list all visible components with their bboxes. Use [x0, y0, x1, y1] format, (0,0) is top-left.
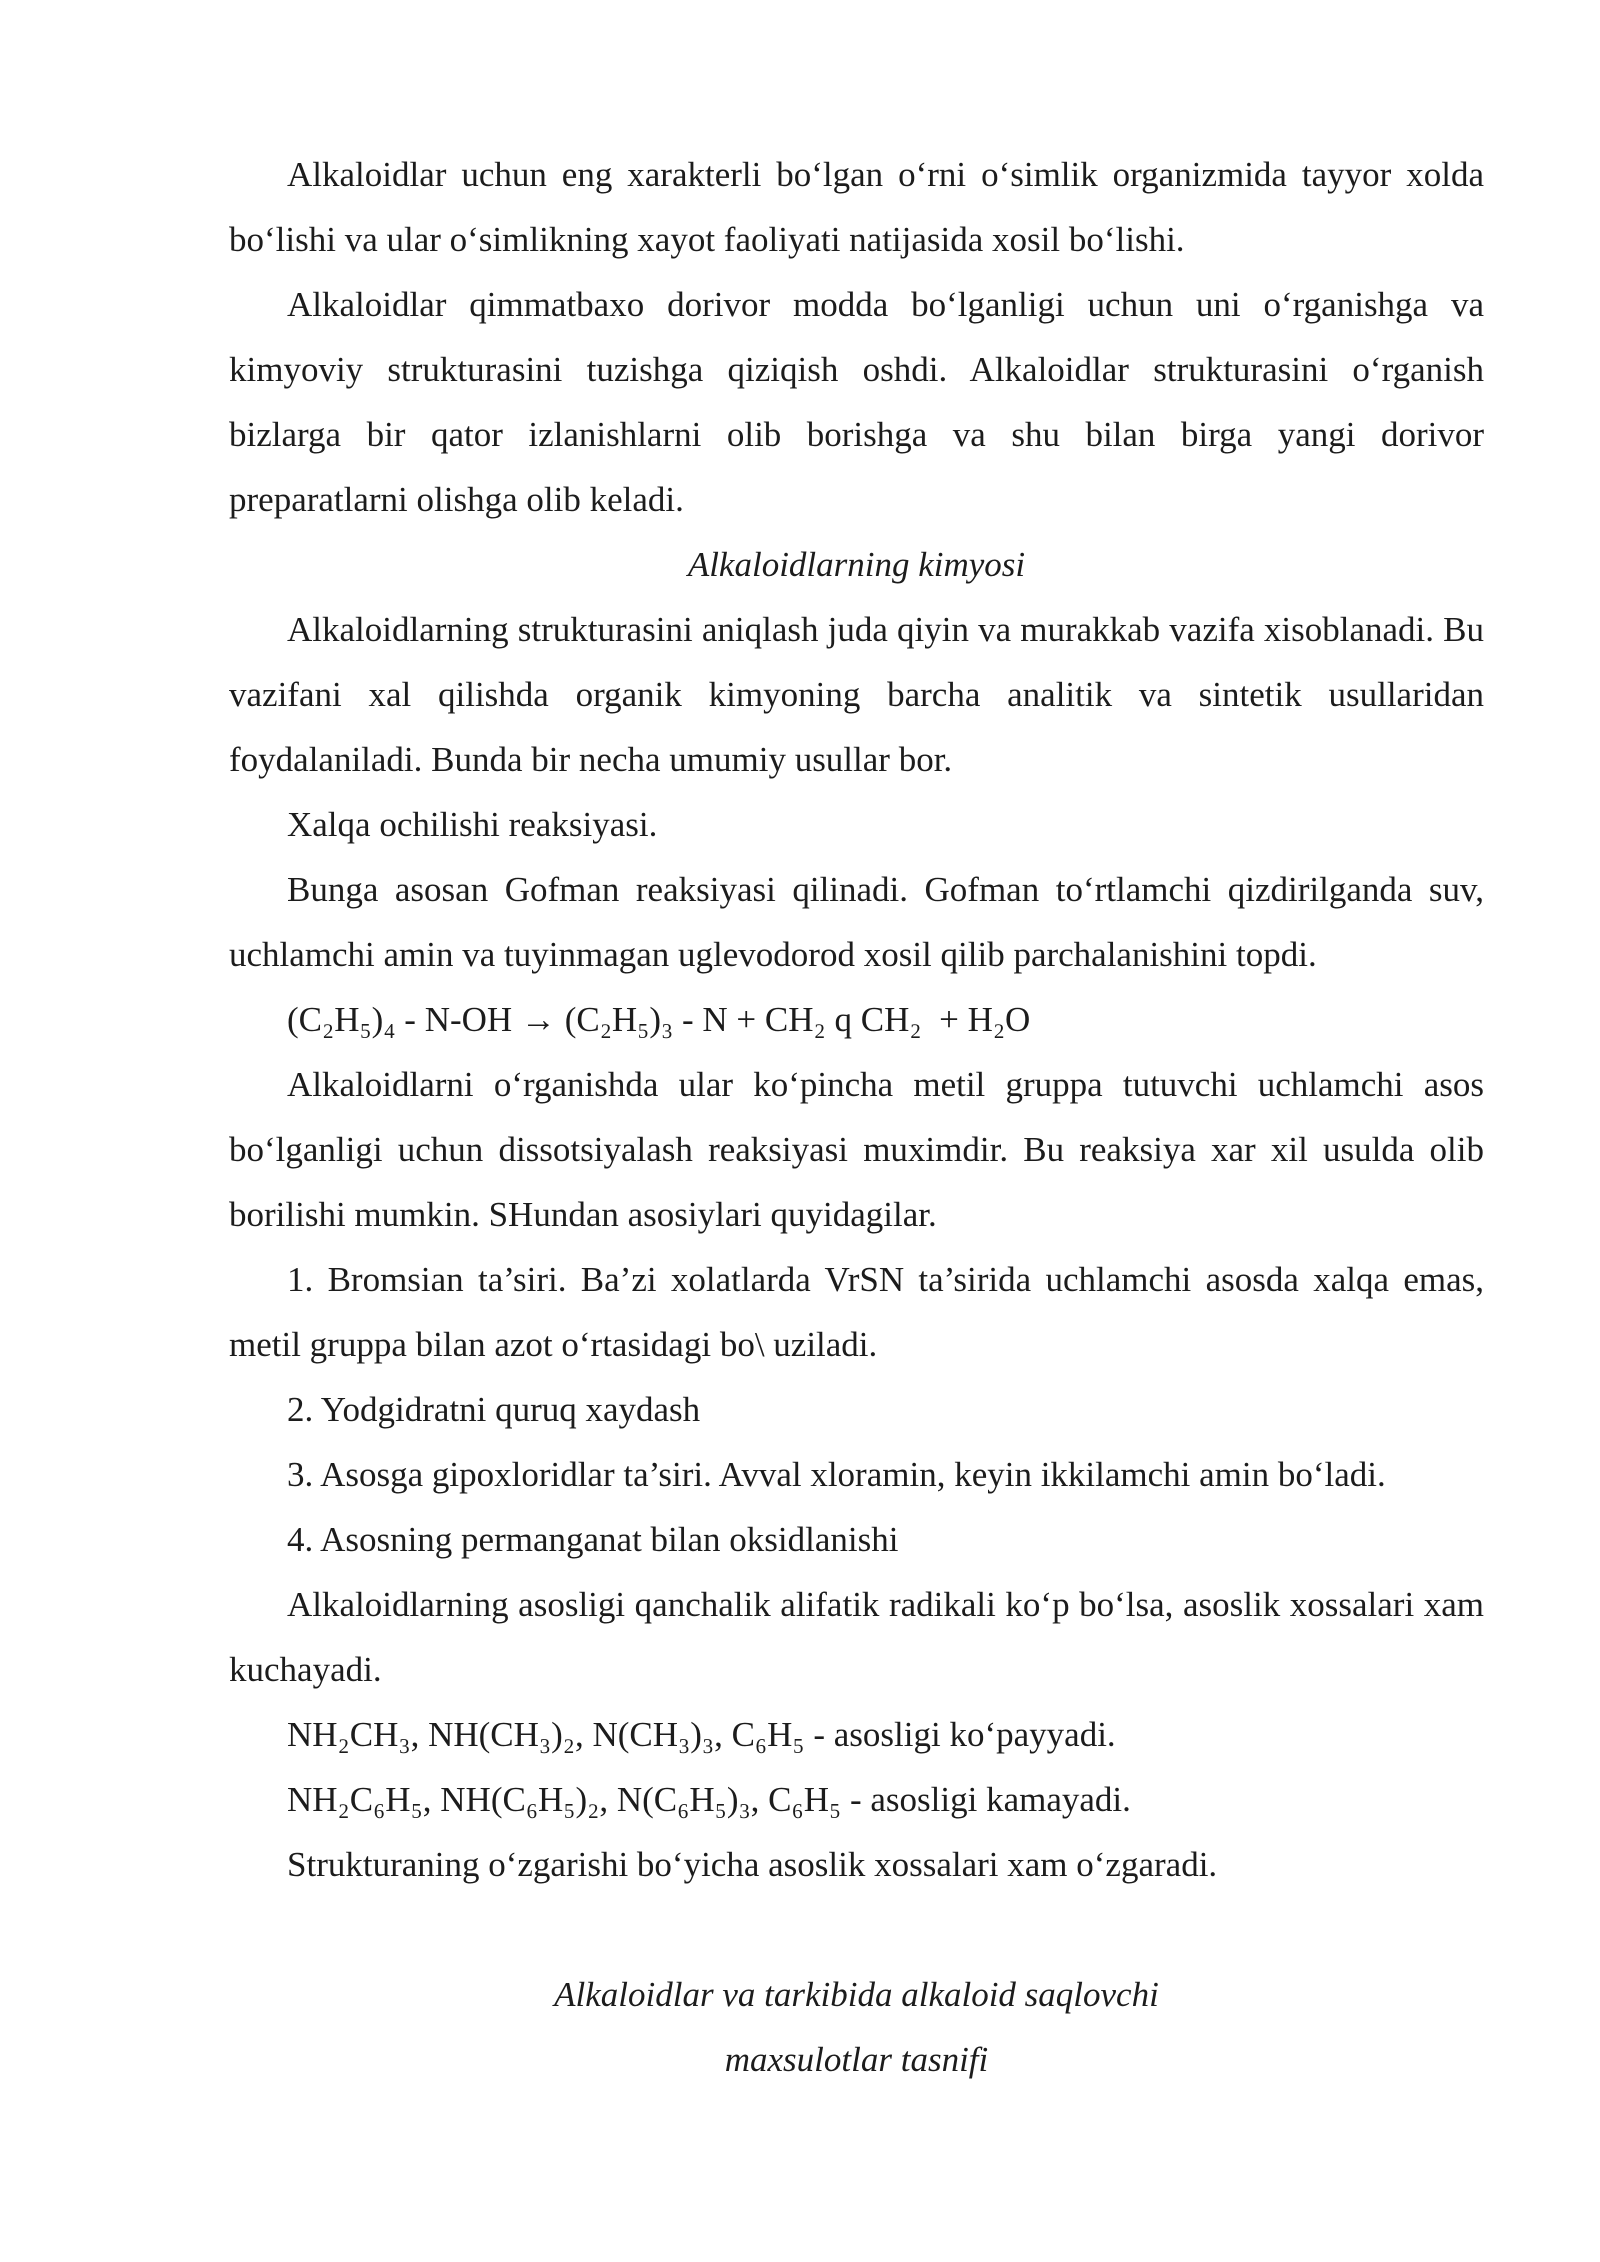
paragraph: Alkaloidlar uchun eng xarakterli bo‘lgan o‘rni o‘simlik organizmida tayyor xolda bo‘lishi va ular o‘simlikning xayot faoliyati natijasida xosil bo‘lishi.	[229, 155, 1484, 259]
list-item: 1. Bromsian ta’siri. Ba’zi xolatlarda VrSN ta’sirida uchlamchi asosda xalqa emas, metil gruppa bilan azot o‘rtasidagi bo\ uziladi.	[229, 1260, 1484, 1364]
reaction-plus: +	[736, 1000, 757, 1039]
paragraph: Alkaloidlarni o‘rganishda ular ko‘pincha metil gruppa tutuvchi uchlamchi asos bo‘lganligi uchun dissotsiyalash reaksiyasi muximdir. Bu reaksiya xar xil usulda olib borilishi mumkin. SHundan asosiylari quyidagilar.	[229, 1065, 1484, 1234]
reaction-equation	[229, 987, 1484, 1052]
paragraph: Bunga asosan Gofman reaksiyasi qilinadi. Gofman to‘rtlamchi qizdirilganda suv, uchlamchi amin va tuyinmagan uglevodorod xosil qilib parchalanishini topdi.	[229, 870, 1484, 974]
reaction-product: H₂O	[967, 1000, 1031, 1039]
list-item: 3. Asosga gipoxloridlar ta’siri. Avval xloramin, keyin ikkilamchi amin bo‘ladi.	[287, 1455, 1386, 1494]
section-heading: Alkaloidlarning kimyosi	[687, 545, 1026, 584]
formula-compounds: NH₂CH₃, NH(CH₃)₂, N(CH₃)₃, C₆H₅	[287, 1715, 805, 1754]
paragraph: Alkaloidlar qimmatbaxo dorivor modda bo‘lganligi uchun uni o‘rganishga va kimyoviy strukturasini tuzishga qiziqish oshdi. Alkaloidlar strukturasini o‘rganish bizlarga bir qator izlanishlarni olib borishga va shu bilan birga yangi dorivor preparatlarni olishga olib keladi.	[229, 285, 1484, 519]
reaction-product: CH₂ q CH₂	[764, 1000, 922, 1039]
formula-note: - asosligi ko‘payyadi.	[804, 1715, 1116, 1754]
formula-line	[229, 1702, 1484, 1767]
reaction-arrow: →	[520, 1000, 556, 1039]
formula-note: - asosligi kamayadi.	[841, 1780, 1131, 1819]
paragraph: Alkaloidlarning strukturasini aniqlash juda qiyin va murakkab vazifa xisoblanadi. Bu vazifani xal qilishda organik kimyoning barcha analitik va sintetik usullaridan foydalaniladi. Bunda bir necha umumiy usullar bor.	[229, 610, 1484, 779]
paragraph: Alkaloidlarning asosligi qanchalik alifatik radikali ko‘p bo‘lsa, asoslik xossalari xam kuchayadi.	[229, 1585, 1484, 1689]
paragraph: Strukturaning o‘zgarishi bo‘yicha asoslik xossalari xam o‘zgaradi.	[287, 1845, 1218, 1884]
reaction-reactant: (C₂H₅)₄ - N-OH	[287, 1000, 513, 1039]
section-heading-line: maxsulotlar tasnifi	[724, 2040, 989, 2079]
list-item: 4. Asosning permanganat bilan oksidlanishi	[287, 1520, 899, 1559]
document-body	[229, 142, 1484, 2092]
spacer	[229, 1897, 1484, 1962]
list-item: 2. Yodgidratni quruq xaydash	[287, 1390, 701, 1429]
formula-compounds: NH₂C₆H₅, NH(C₆H₅)₂, N(C₆H₅)₃, C₆H₅	[287, 1780, 842, 1819]
reaction-plus: +	[939, 1000, 959, 1039]
paragraph: Xalqa ochilishi reaksiyasi.	[287, 805, 658, 844]
reaction-product: (C₂H₅)₃ - N	[564, 1000, 728, 1039]
formula-line	[229, 1767, 1484, 1832]
section-heading-line: Alkaloidlar va tarkibida alkaloid saqlovchi	[554, 1975, 1159, 2014]
